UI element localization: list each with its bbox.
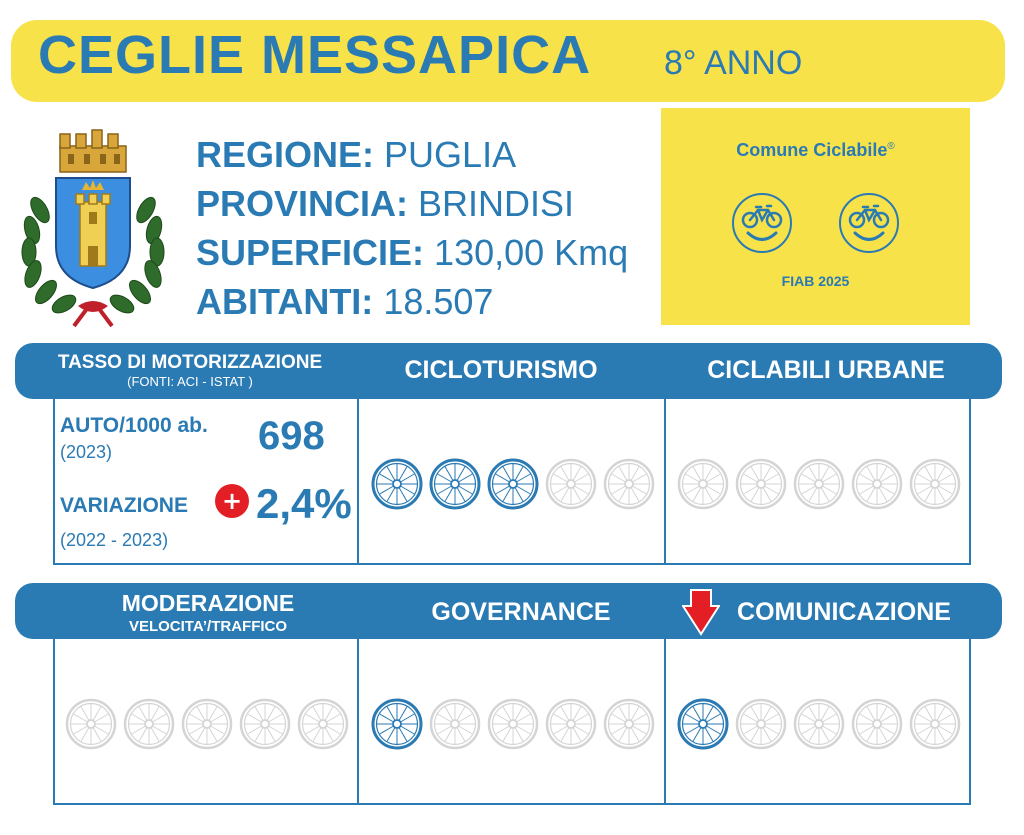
wheel-filled-icon <box>370 457 424 511</box>
governance-rating <box>370 697 656 751</box>
badge-year: FIAB 2025 <box>781 273 850 289</box>
superficie-line <box>196 232 628 274</box>
wheel-empty-icon <box>908 457 962 511</box>
wheel-empty-icon <box>734 457 788 511</box>
superficie-label: SUPERFICIE: <box>196 232 425 273</box>
provincia-value: BRINDISI <box>418 183 575 224</box>
smiling-bicycle-icon <box>838 192 900 254</box>
ciclabili-urbane-rating <box>676 457 962 511</box>
svg-text:+: + <box>221 487 243 515</box>
auto-value: 698 <box>258 414 325 458</box>
wheel-empty-icon <box>180 697 234 751</box>
comunicazione-title: COMUNICAZIONE <box>737 598 951 626</box>
wheel-empty-icon <box>544 457 598 511</box>
wheel-filled-icon <box>370 697 424 751</box>
wheel-empty-icon <box>296 697 350 751</box>
wheel-empty-icon <box>850 697 904 751</box>
abitanti-label: ABITANTI: <box>196 281 374 322</box>
variazione-value: 2,4% <box>256 480 352 527</box>
ciclabili-urbane-title: CICLABILI URBANE <box>707 356 945 384</box>
moderazione-title: MODERAZIONE <box>121 590 295 616</box>
edition-label: 8° ANNO <box>664 44 803 82</box>
wheel-filled-icon <box>486 457 540 511</box>
wheel-empty-icon <box>602 457 656 511</box>
variazione-label: VARIAZIONE <box>60 494 188 517</box>
wheel-filled-icon <box>428 457 482 511</box>
wheel-empty-icon <box>676 457 730 511</box>
wheel-empty-icon <box>850 457 904 511</box>
wheel-empty-icon <box>122 697 176 751</box>
plus-icon <box>214 483 250 519</box>
wheel-empty-icon <box>428 697 482 751</box>
wheel-empty-icon <box>544 697 598 751</box>
wheel-filled-icon <box>676 697 730 751</box>
moderazione-rating <box>64 697 350 751</box>
comunicazione-rating <box>676 697 962 751</box>
wheel-empty-icon <box>792 457 846 511</box>
wheel-empty-icon <box>792 697 846 751</box>
comune-ciclabile-badge <box>661 108 970 325</box>
motorizzazione-source: (FONTI: ACI - ISTAT ) <box>127 374 253 389</box>
regione-value: PUGLIA <box>384 134 517 175</box>
moderazione-sub: VELOCITA’/TRAFFICO <box>128 618 288 635</box>
provincia-label: PROVINCIA: <box>196 183 409 224</box>
cicloturismo-rating <box>370 457 656 511</box>
wheel-empty-icon <box>64 697 118 751</box>
provincia-line <box>196 183 574 225</box>
superficie-value: 130,00 Kmq <box>434 232 629 273</box>
motorizzazione-title: TASSO DI MOTORIZZAZIONE <box>57 352 323 373</box>
regione-line <box>196 134 516 176</box>
city-name: CEGLIE MESSAPICA <box>38 25 592 85</box>
auto-label: AUTO/1000 ab. <box>60 414 208 437</box>
coat-of-arms-icon <box>18 128 168 328</box>
cicloturismo-title: CICLOTURISMO <box>404 356 598 384</box>
smiling-bicycle-icon <box>731 192 793 254</box>
badge-title: Comune Ciclabile® <box>736 140 895 160</box>
wheel-empty-icon <box>486 697 540 751</box>
arrow-down-icon <box>682 588 720 636</box>
variazione-years: (2022 - 2023) <box>60 530 169 550</box>
wheel-empty-icon <box>908 697 962 751</box>
wheel-empty-icon <box>238 697 292 751</box>
regione-label: REGIONE: <box>196 134 375 175</box>
abitanti-value: 18.507 <box>383 281 494 322</box>
wheel-empty-icon <box>734 697 788 751</box>
abitanti-line <box>196 281 493 323</box>
governance-title: GOVERNANCE <box>431 598 611 626</box>
wheel-empty-icon <box>602 697 656 751</box>
auto-year: (2023) <box>60 442 113 462</box>
